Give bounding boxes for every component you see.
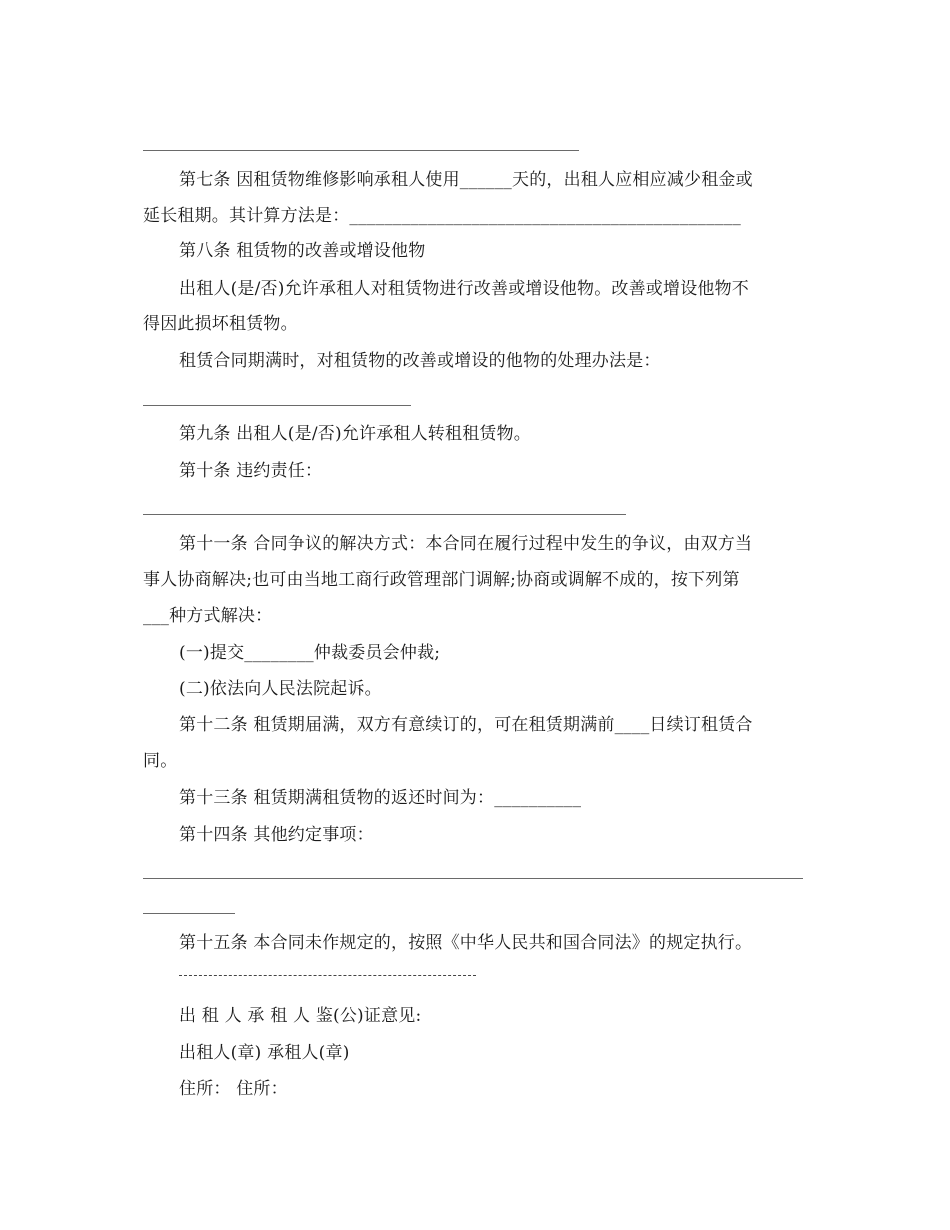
article-7-line-2: 延长租期。其计算方法是：_____________________________________________ [143,206,741,226]
article-10: 第十条 违约责任： [179,461,323,481]
article-11-line-3: ___种方式解决： [143,606,273,626]
blank-line-article-14-long [143,878,803,879]
signature-address: 住所： 住所： [179,1079,288,1099]
dashed-blank-line [179,975,476,976]
article-8-paragraph-1-line-2: 得因此损坏租赁物。 [143,314,298,334]
article-12-line-1: 第十二条 租赁期届满，双方有意续订的，可在租赁期满前____日续订租赁合 [179,715,753,735]
article-13: 第十三条 租赁期满租赁物的返还时间为：__________ [179,788,582,808]
article-12-line-2: 同。 [143,751,178,771]
signature-seal: 出租人(章) 承租人(章) [179,1043,350,1063]
article-11-line-2: 事人协商解决;也可由当地工商行政管理部门调解;协商或调解不成的，按下列第 [143,570,740,590]
blank-line-top [143,150,579,151]
blank-line-article-8 [143,405,411,406]
blank-line-article-10 [143,514,626,515]
article-11-option-2: (二)依法向人民法院起诉。 [179,679,382,699]
blank-line-article-14-short [143,913,235,914]
article-8-paragraph-1-line-1: 出租人(是/否)允许承租人对租赁物进行改善或增设他物。改善或增设他物不 [179,279,749,299]
article-14: 第十四条 其他约定事项： [179,825,374,845]
article-8-title: 第八条 租赁物的改善或增设他物 [179,241,426,261]
article-15: 第十五条 本合同未作规定的，按照《中华人民共和国合同法》的规定执行。 [179,933,753,953]
article-11-option-1: (一)提交________仲裁委员会仲裁; [179,643,441,663]
signature-header: 出 租 人 承 租 人 鉴(公)证意见: [179,1006,422,1026]
article-7-line-1: 第七条 因租赁物维修影响承租人使用______天的，出租人应相应减少租金或 [179,170,753,190]
article-8-paragraph-2: 租赁合同期满时，对租赁物的改善或增设的他物的处理办法是： [179,351,661,371]
article-9: 第九条 出租人(是/否)允许承租人转租租赁物。 [179,424,531,444]
article-11-line-1: 第十一条 合同争议的解决方式：本合同在履行过程中发生的争议，由双方当 [179,534,753,554]
